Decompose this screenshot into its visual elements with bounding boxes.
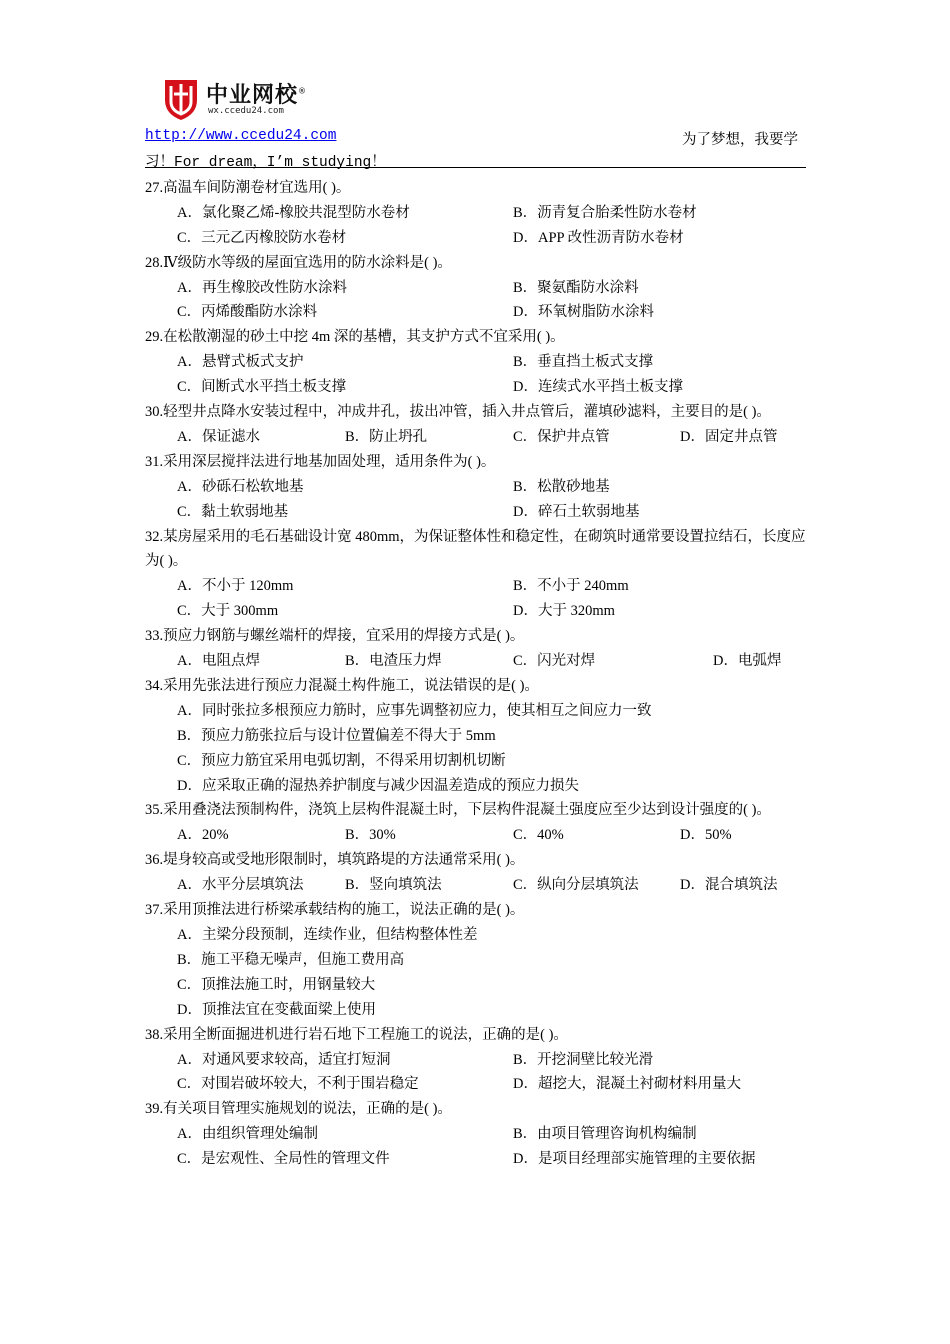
- option-31b: B．松散砂地基: [513, 478, 610, 495]
- option-34d: D．应采取正确的湿热养护制度与减少因温差造成的预应力损失: [177, 777, 579, 794]
- option-29d: D．连续式水平挡土板支撑: [513, 379, 683, 396]
- option-37b: B．施工平稳无噪声，但施工费用高: [177, 951, 405, 968]
- option-29c: C．间断式水平挡土板支撑: [177, 379, 347, 396]
- option-34a: A．同时张拉多根预应力筋时，应事先调整初应力，使其相互之间应力一致: [177, 702, 652, 719]
- question-39: 39.有关项目管理实施规划的说法，正确的是( )。: [145, 1101, 452, 1118]
- option-38c: C．对围岩破坏较大，不利于围岩稳定: [177, 1076, 419, 1093]
- option-36c: C．纵向分层填筑法: [513, 877, 639, 894]
- option-33d: D．电弧焊: [713, 653, 782, 670]
- option-38a: A．对通风要求较高，适宜打短洞: [177, 1051, 391, 1068]
- option-30c: C．保护井点管: [513, 428, 610, 445]
- question-32: 32.某房屋采用的毛石基础设计宽 480mm，为保证整体性和稳定性，在砌筑时通常要设置拉结石，长度应为( )。: [145, 528, 806, 570]
- option-37a: A．主梁分段预制，连续作业，但结构整体性差: [177, 926, 478, 943]
- option-33a: A．电阻点焊: [177, 653, 260, 670]
- question-31: 31.采用深层搅拌法进行地基加固处理，适用条件为( )。: [145, 453, 496, 470]
- option-36b: B．竖向填筑法: [345, 877, 442, 894]
- question-35: 35.采用叠浇法预制构件，浇筑上层构件混凝土时，下层构件混凝土强度应至少达到设计强度的( )。: [145, 802, 771, 819]
- option-35d: D．50%: [680, 827, 732, 844]
- question-30: 30.轻型井点降水安装过程中，冲成井孔，拔出冲管，插入井点管后，灌填砂滤料，主要目的是( )。: [145, 404, 771, 421]
- slogan-part2: 习！For dream，I’m studying！: [145, 155, 386, 171]
- option-38b: B．开挖洞壁比较光滑: [513, 1051, 654, 1068]
- option-39b: B．由项目管理咨询机构编制: [513, 1126, 697, 1143]
- option-34b: B．预应力筋张拉后与设计位置偏差不得大于 5mm: [177, 727, 496, 744]
- option-35c: C．40%: [513, 827, 564, 844]
- question-36: 36.堤身较高或受地形限制时，填筑路堤的方法通常采用( )。: [145, 852, 525, 869]
- option-32d: D．大于 320mm: [513, 603, 615, 620]
- option-32a: A．不小于 120mm: [177, 578, 294, 595]
- option-28d: D．环氧树脂防水涂料: [513, 304, 654, 321]
- website-link[interactable]: http://www.ccedu24.com: [145, 128, 337, 144]
- logo-subtitle: wx.ccedu24.com: [208, 106, 284, 116]
- page-header: [145, 128, 806, 171]
- option-37d: D．顶推法宜在变截面梁上使用: [177, 1001, 376, 1018]
- option-37c: C．顶推法施工时，用钢量较大: [177, 976, 376, 993]
- option-32b: B．不小于 240mm: [513, 578, 629, 595]
- option-30a: A．保证滤水: [177, 428, 260, 445]
- option-32c: C．大于 300mm: [177, 603, 279, 620]
- option-39c: C．是宏观性、全局性的管理文件: [177, 1151, 390, 1168]
- question-29: 29.在松散潮湿的砂土中挖 4m 深的基槽，其支护方式不宜采用( )。: [145, 329, 565, 346]
- logo-name: 中业网校®: [206, 83, 308, 108]
- option-35a: A．20%: [177, 827, 229, 844]
- option-31d: D．碎石土软弱地基: [513, 503, 640, 520]
- option-35b: B．30%: [345, 827, 396, 844]
- question-38: 38.采用全断面掘进机进行岩石地下工程施工的说法，正确的是( )。: [145, 1026, 568, 1043]
- option-33c: C．闪光对焊: [513, 653, 596, 670]
- option-30b: B．防止坍孔: [345, 428, 428, 445]
- option-28c: C．丙烯酸酯防水涂料: [177, 304, 318, 321]
- option-28a: A．再生橡胶改性防水涂料: [177, 279, 347, 296]
- option-27a: A．氯化聚乙烯-橡胶共混型防水卷材: [177, 204, 410, 221]
- option-27d: D．APP 改性沥青防水卷材: [513, 229, 684, 246]
- question-list: [145, 176, 825, 1172]
- option-27c: C．三元乙丙橡胶防水卷材: [177, 229, 347, 246]
- option-34c: C．预应力筋宜采用电弧切割，不得采用切割机切断: [177, 752, 506, 769]
- question-27: 27.高温车间防潮卷材宜选用( )。: [145, 180, 351, 196]
- option-29a: A．悬臂式板式支护: [177, 354, 304, 371]
- option-29b: B．垂直挡土板式支撑: [513, 354, 654, 371]
- option-38d: D．超挖大，混凝土衬砌材料用量大: [513, 1076, 741, 1093]
- option-36d: D．混合填筑法: [680, 877, 778, 894]
- option-39a: A．由组织管理处编制: [177, 1126, 318, 1143]
- header-divider: [145, 167, 806, 168]
- option-31c: C．黏土软弱地基: [177, 503, 289, 520]
- logo-shield-icon: [162, 76, 200, 122]
- question-34: 34.采用先张法进行预应力混凝土构件施工，说法错误的是( )。: [145, 677, 539, 694]
- option-30d: D．固定井点管: [680, 428, 778, 445]
- slogan-part1: 为了梦想，我要学: [682, 132, 798, 148]
- question-33: 33.预应力钢筋与螺丝端杆的焊接，宜采用的焊接方式是( )。: [145, 628, 525, 645]
- option-36a: A．水平分层填筑法: [177, 877, 304, 894]
- question-28: 28.Ⅳ级防水等级的屋面宜选用的防水涂料是( )。: [145, 254, 452, 271]
- option-28b: B．聚氨酯防水涂料: [513, 279, 639, 296]
- question-37: 37.采用顶推法进行桥梁承载结构的施工，说法正确的是( )。: [145, 902, 525, 919]
- option-31a: A．砂砾石松软地基: [177, 478, 304, 495]
- option-39d: D．是项目经理部实施管理的主要依据: [513, 1151, 756, 1168]
- option-27b: B．沥青复合胎柔性防水卷材: [513, 204, 697, 221]
- option-33b: B．电渣压力焊: [345, 653, 442, 670]
